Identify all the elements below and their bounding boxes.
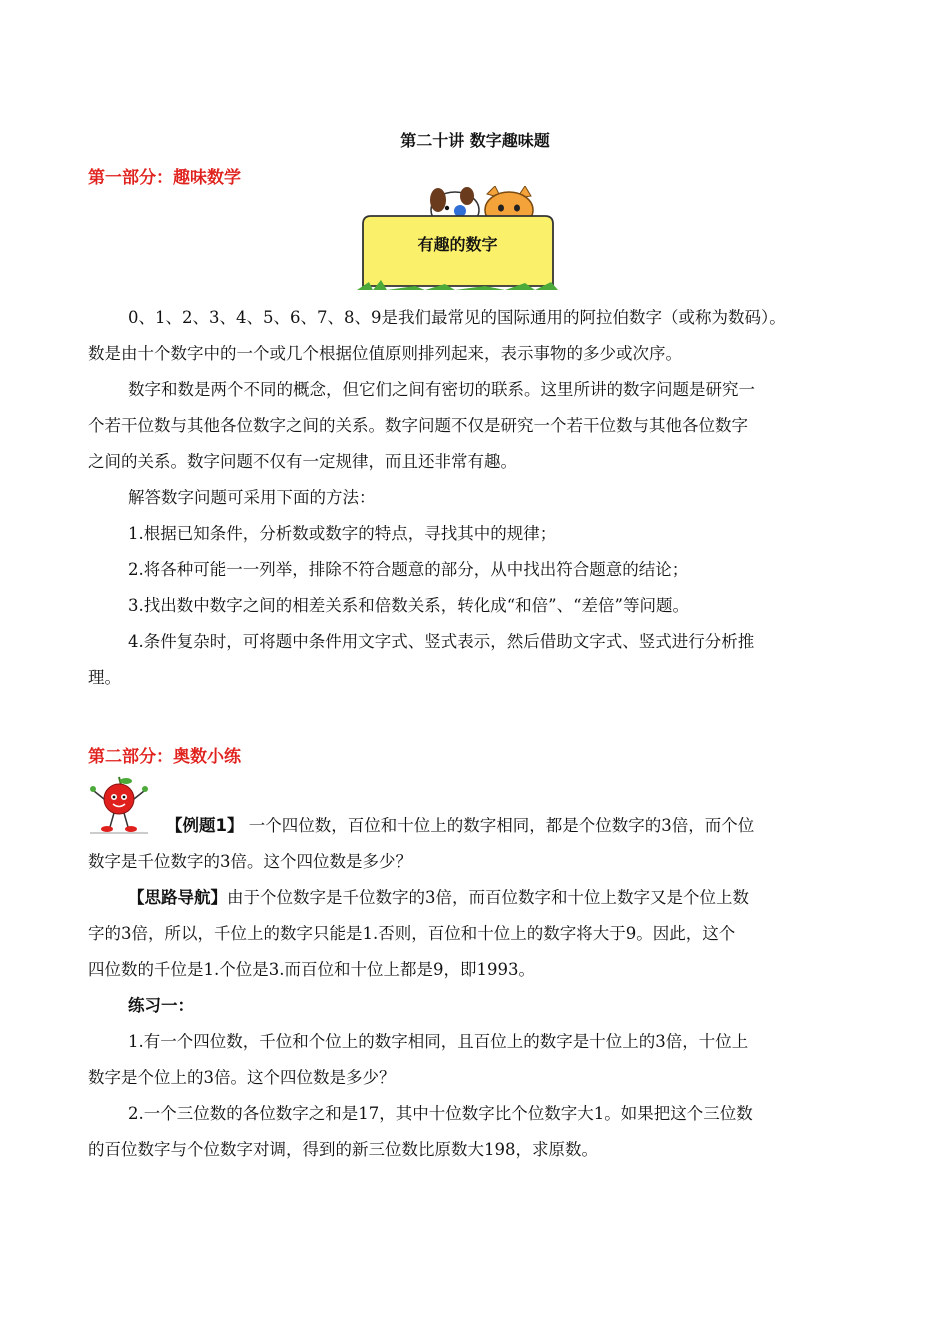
- paragraph-line: 个若干位数与其他各位数字之间的关系。数字问题不仅是研究一个若干位数与其他各位数字: [88, 416, 748, 435]
- methods-intro: 解答数字问题可采用下面的方法：: [128, 488, 376, 507]
- paragraph-concept: [88, 372, 868, 480]
- guide-line: 四位数的千位是1.个位是3.而百位和十位上都是9，即1993。: [88, 960, 535, 979]
- solution-guide: [88, 880, 868, 988]
- example-line: 数字是千位数字的3倍。这个四位数是多少？: [88, 852, 412, 871]
- methods-list: [88, 480, 868, 696]
- paragraph-intro: [88, 300, 868, 372]
- example-text: 一个四位数，百位和十位上的数字相同，都是个位数字的3倍，而个位: [243, 816, 755, 835]
- guide-line: [88, 880, 868, 916]
- guide-line: 字的3倍，所以，千位上的数字只能是1.否则，百位和十位上的数字将大于9。因此，这个: [88, 924, 736, 943]
- method-item: 2.将各种可能一一列举，排除不符合题意的部分，从中找出符合题意的结论；: [128, 560, 689, 579]
- example-line: [88, 808, 868, 844]
- example-1: [88, 808, 868, 880]
- paragraph-line: 0、1、2、3、4、5、6、7、8、9是我们最常见的国际通用的阿拉伯数字（或称为数码）。: [128, 308, 786, 327]
- practice-set: [88, 988, 868, 1168]
- method-item: 3.找出数中数字之间的相差关系和倍数关系，转化成“和倍”、“差倍”等问题。: [128, 596, 689, 615]
- paragraph-line: 数字和数是两个不同的概念，但它们之间有密切的联系。这里所讲的数字问题是研究一: [128, 380, 755, 399]
- method-item-continued: 理。: [88, 668, 121, 687]
- practice-question: 2.一个三位数的各位数字之和是17，其中十位数字比个位数字大1。如果把这个三位数: [128, 1104, 753, 1123]
- banner-label: 有趣的数字: [417, 235, 498, 254]
- paragraph-line: 数是由十个数字中的一个或几个根据位值原则排列起来，表示事物的多少或次序。: [88, 344, 682, 363]
- section-heading-part1: 第一部分：趣味数学: [88, 168, 241, 188]
- practice-question-continued: 的百位数字与个位数字对调，得到的新三位数比原数大198，求原数。: [88, 1140, 598, 1159]
- method-item: 1.根据已知条件，分析数或数字的特点，寻找其中的规律；: [128, 524, 557, 543]
- method-item: 4.条件复杂时，可将题中条件用文字式、竖式表示，然后借助文字式、竖式进行分析推: [128, 632, 755, 651]
- practice-question: 1.有一个四位数，千位和个位上的数字相同，且百位上的数字是十位上的3倍，十位上: [128, 1032, 749, 1051]
- paragraph-line: 之间的关系。数字问题不仅有一定规律，而且还非常有趣。: [88, 452, 517, 471]
- section-heading-part2: 第二部分：奥数小练: [88, 747, 241, 767]
- guide-text: 由于个位数字是千位数字的3倍，而百位数字和十位上数字又是个位上数: [227, 888, 749, 907]
- practice-label: 练习一：: [128, 996, 194, 1015]
- guide-label: 【思路导航】: [128, 888, 227, 907]
- page-title: 第二十讲 数字趣味题: [400, 131, 550, 150]
- practice-question-continued: 数字是个位上的3倍。这个四位数是多少？: [88, 1068, 396, 1087]
- example-label: 【例题1】: [166, 816, 244, 835]
